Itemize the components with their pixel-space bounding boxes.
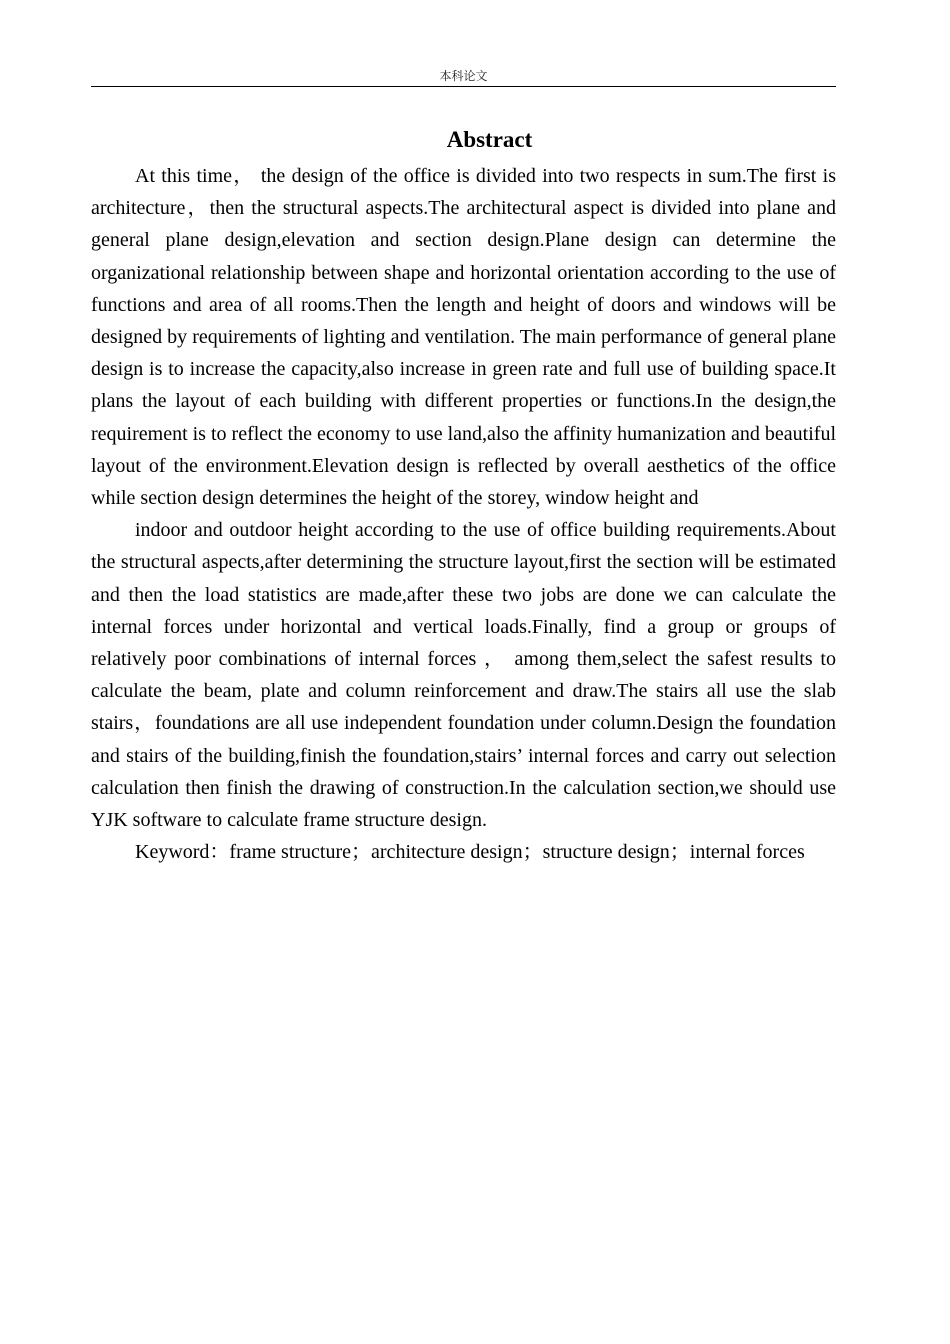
abstract-title: Abstract	[446, 127, 533, 152]
running-header: 本科论文	[439, 69, 488, 83]
abstract-paragraph-1: At this time， the design of the office is divided into two respects in sum.The first is architecture，then the structural aspects.The architectural aspect is divided into plane and general plane design,elevation and section design.Plane design can determine the organizational relationship between shape and horizontal orientation according to the use of functions and area of all rooms.Then the length and height of doors and windows will be designed by requirements of lighting and ventilation. The main performance of general plane design is to increase the capacity,also increase in green rate and full use of building space.It plans the layout of each building with different properties or functions.In the design,the requirement is to reflect the economy to use land,also the affinity humanization and beautiful layout of the environment.Elevation design is reflected by overall aesthetics of the office while section design determines the height of the storey, window height and	[91, 165, 836, 510]
abstract-body	[91, 160, 836, 868]
header-divider	[91, 86, 836, 87]
keywords-paragraph: Keyword：frame structure；architecture design；structure design；internal forces	[135, 841, 805, 864]
abstract-paragraph-2: indoor and outdoor height according to the use of office building requirements.About the structural aspects,after determining the structure layout,first the section will be estimated and then the load statistics are made,after these two jobs are done we can calculate the internal forces under horizontal and vertical loads.Finally, find a group or groups of relatively poor combinations of internal forces ， among them,select the safest results to calculate the beam, plate and column reinforcement and draw.The stairs all use the slab stairs，foundations are all use independent foundation under column.Design the foundation and stairs of the building,finish the foundation,stairs’ internal forces and carry out selection calculation then finish the drawing of construction.In the calculation section,we should use YJK software to calculate frame structure design.	[91, 519, 836, 832]
